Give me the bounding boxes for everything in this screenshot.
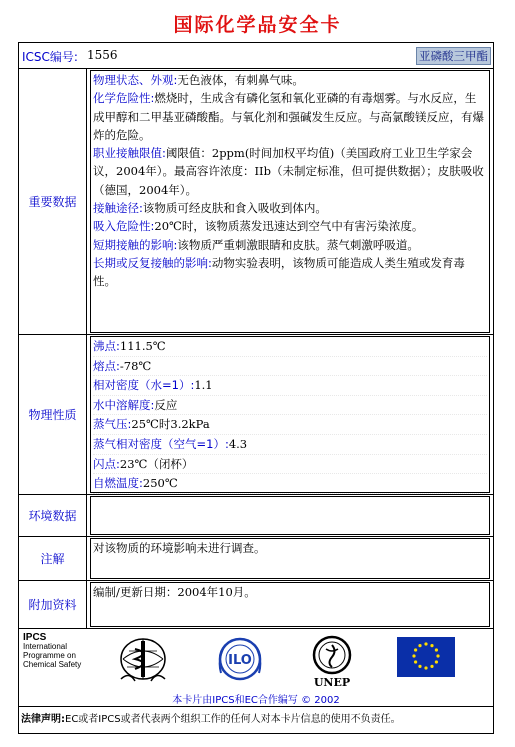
who-emblem-icon bbox=[115, 633, 171, 687]
icsc-number: 1556 bbox=[87, 48, 118, 62]
physical-item: 相对密度（水=1）:1.1 bbox=[93, 376, 487, 396]
physical-properties-content bbox=[90, 336, 490, 493]
additional-content: 编制/更新日期：2004年10月。 bbox=[90, 582, 490, 627]
physical-item: 熔点:-78℃ bbox=[93, 357, 487, 377]
page-title: 国际化学品安全卡 bbox=[173, 14, 342, 36]
ilo-logo-text: ILO bbox=[228, 653, 252, 668]
important-item: 接触途径:该物质可经皮肤和食入吸收到体内。 bbox=[93, 201, 327, 216]
section-label-important: 重要数据 bbox=[19, 69, 87, 334]
credit-text: 本卡片由IPCS和EC合作编写 © 2002 bbox=[172, 695, 340, 706]
important-item: 化学危险性:燃烧时，生成含有磷化氢和氧化亚磷的有毒烟雾。与水反应，生成甲醇和二甲基亚磷酸酯。与氧化剂和强碱发生反应。与高氯酸镁反应，有爆炸的危险。 bbox=[93, 91, 484, 142]
important-item: 物理状态、外观:无色液体，有刺鼻气味。 bbox=[93, 73, 304, 87]
important-data-row bbox=[19, 69, 493, 335]
header-row bbox=[19, 43, 493, 69]
unep-logo-icon bbox=[307, 633, 357, 691]
environment-row bbox=[19, 495, 493, 537]
physical-item: 蒸气相对密度（空气=1）:4.3 bbox=[93, 435, 487, 455]
notes-row bbox=[19, 537, 493, 581]
physical-item: 蒸气压:25℃时3.2kPa bbox=[93, 415, 487, 435]
section-label-notes: 注解 bbox=[19, 537, 87, 580]
ilo-logo-icon bbox=[215, 633, 265, 687]
legal-text: EC或者IPCS或者代表两个组织工作的任何人对本卡片信息的使用不负责任。 bbox=[65, 714, 401, 725]
legal-row bbox=[19, 707, 493, 733]
physical-properties-row bbox=[19, 335, 493, 495]
legal-label: 法律声明: bbox=[21, 714, 65, 725]
important-item: 职业接触限值:阈限值：2ppm(时间加权平均值)（美国政府工业卫生学家会议，2004年）。最高容许浓度：IIb（未制定标准，但可提供数据）；皮肤吸收（德国，2004年）。 bbox=[93, 146, 484, 197]
safety-card bbox=[18, 42, 494, 734]
physical-item: 水中溶解度:反应 bbox=[93, 396, 487, 416]
environment-content bbox=[90, 496, 490, 535]
section-label-physical: 物理性质 bbox=[19, 335, 87, 494]
footer-logos-row bbox=[19, 629, 493, 707]
icsc-label: ICSC编号: bbox=[22, 50, 78, 64]
important-data-content bbox=[90, 70, 490, 333]
important-item: 吸入危险性:20℃时，该物质蒸发迅速达到空气中有害污染浓度。 bbox=[93, 219, 424, 234]
important-item: 短期接触的影响:该物质严重刺激眼睛和皮肤。蒸气刺激呼吸道。 bbox=[93, 237, 419, 252]
ipcs-text: IPCS International Programme on Chemical Safety bbox=[23, 632, 82, 669]
physical-item: 闪点:23℃（闭杯） bbox=[93, 455, 487, 475]
chemical-name[interactable]: 亚磷酸三甲酯 bbox=[416, 47, 491, 65]
physical-item: 沸点:111.5℃ bbox=[93, 337, 487, 357]
additional-row bbox=[19, 581, 493, 629]
important-item: 长期或反复接触的影响:动物实验表明，该物质可能造成人类生殖或发育毒性。 bbox=[93, 255, 465, 289]
physical-item: 自燃温度:250℃ bbox=[93, 474, 487, 494]
unep-logo-text: UNEP bbox=[313, 676, 351, 689]
notes-content: 对该物质的环境影响未进行调查。 bbox=[90, 538, 490, 579]
section-label-environment: 环境数据 bbox=[19, 495, 87, 536]
eu-flag-icon bbox=[397, 637, 455, 677]
section-label-additional: 附加资料 bbox=[19, 581, 87, 628]
